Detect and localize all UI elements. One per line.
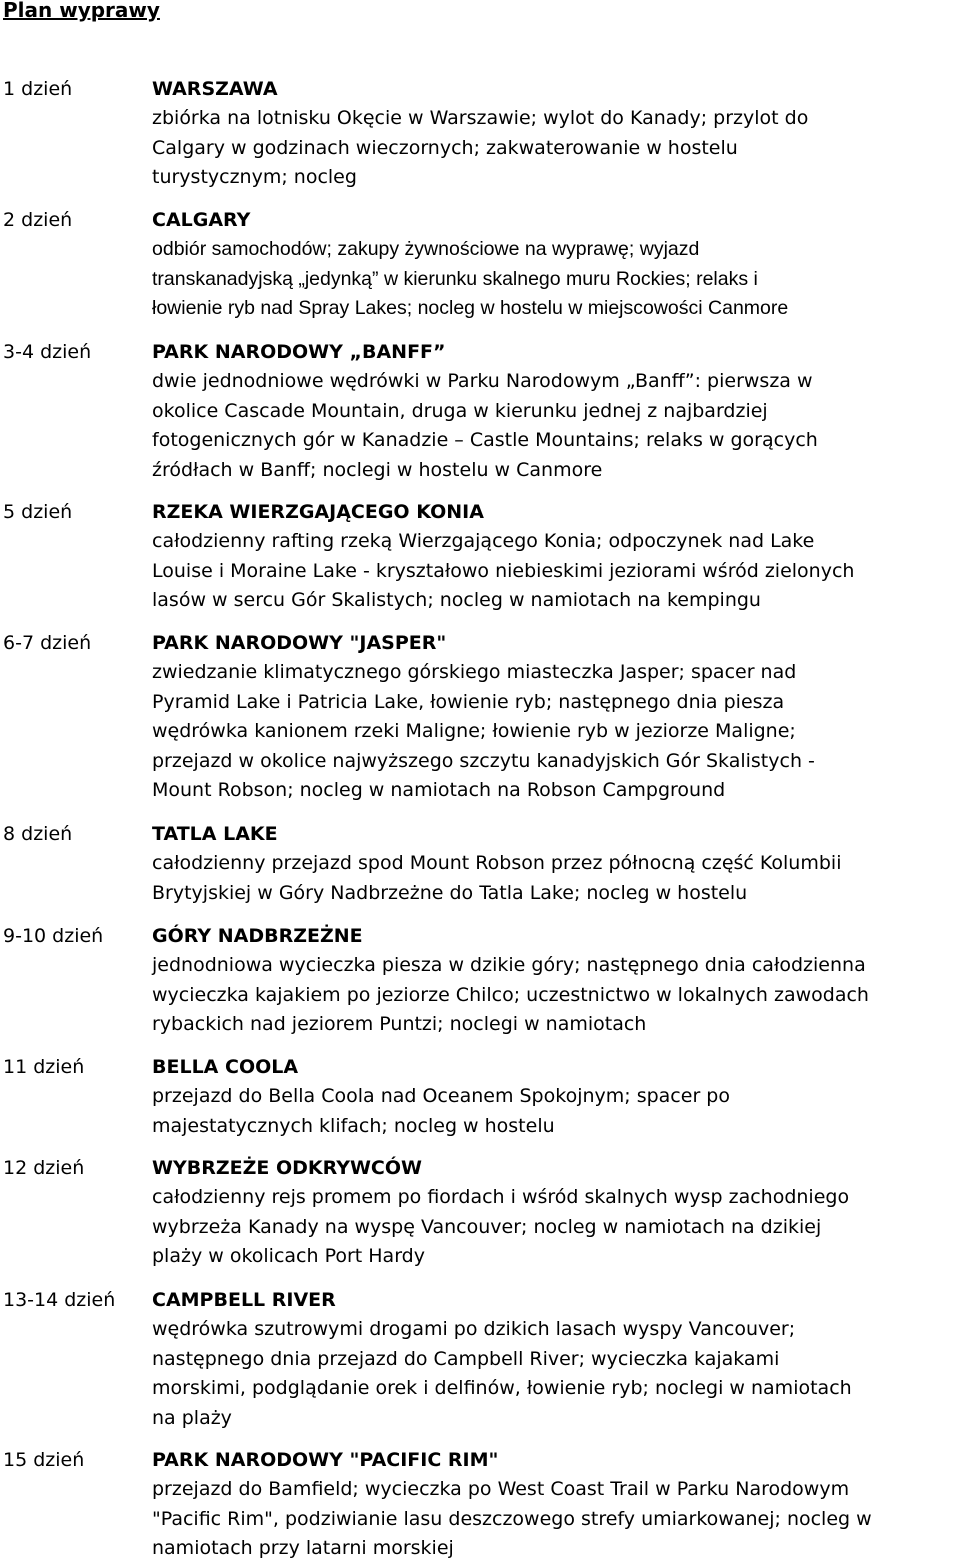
day-content <box>152 819 960 908</box>
description-line: rybackich nad jeziorem Puntzi; noclegi w namiotach <box>152 1013 647 1036</box>
description-line: Calgary w godzinach wieczornych; zakwaterowanie w hostelu <box>152 136 738 159</box>
description-line: wybrzeża Kanady na wyspę Vancouver; nocleg w namiotach na dzikiej <box>152 1215 822 1238</box>
description-line: zwiedzanie klimatycznego górskiego miasteczka Jasper; spacer nad <box>152 661 797 683</box>
day-description <box>152 951 960 1040</box>
day-label: 8 dzień <box>3 823 73 845</box>
description-line: jednodniowa wycieczka piesza w dzikie góry; następnego dnia całodzienna <box>152 954 866 976</box>
description-line: łowienie ryb nad Spray Lakes; nocleg w hostelu w miejscowości Canmore <box>152 297 789 320</box>
description-line: fotogenicznych gór w Kanadzie – Castle Mountains; relaks w gorących <box>152 429 818 452</box>
description-line: źródłach w Banff; noclegi w hostelu w Canmore <box>152 458 603 481</box>
description-line: na plaży <box>152 1406 232 1429</box>
day-place: CALGARY <box>152 209 251 231</box>
description-line: turystycznym; nocleg <box>152 166 357 189</box>
day-label: 2 dzień <box>3 209 73 231</box>
day-content <box>152 1153 960 1272</box>
day-description <box>152 1082 960 1141</box>
day-content <box>152 1445 960 1564</box>
day-content <box>152 921 960 1040</box>
description-line: następnego dnia przejazd do Campbell River; wycieczka kajakami <box>152 1347 780 1370</box>
day-content <box>152 1285 960 1433</box>
day-content <box>152 337 960 485</box>
description-line: plaży w okolicach Port Hardy <box>152 1245 425 1268</box>
day-content <box>152 1052 960 1141</box>
day-description <box>152 527 960 616</box>
description-line: odbiór samochodów; zakupy żywnościowe na wyprawę; wyjazd <box>152 238 700 260</box>
description-line: Pyramid Lake i Patricia Lake, łowienie ryb; następnego dnia piesza <box>152 690 785 713</box>
day-label: 6-7 dzień <box>3 632 92 654</box>
day-content <box>152 205 960 324</box>
day-description <box>152 1315 960 1433</box>
description-line: całodzienny przejazd spod Mount Robson przez północną część Kolumbii <box>152 852 842 874</box>
day-description <box>152 1475 960 1564</box>
description-line: przejazd do Bamfield; wycieczka po West Coast Trail w Parku Narodowym <box>152 1478 850 1500</box>
description-line: wędrówka szutrowymi drogami po dzikich lasach wyspy Vancouver; <box>152 1318 796 1340</box>
day-place: CAMPBELL RIVER <box>152 1289 336 1311</box>
day-place: TATLA LAKE <box>152 823 278 845</box>
description-line: majestatycznych klifach; nocleg w hostelu <box>152 1114 555 1137</box>
day-description <box>152 849 960 908</box>
description-line: wędrówka kanionem rzeki Maligne; łowienie ryb w jeziorze Maligne; <box>152 720 796 743</box>
description-line: Brytyjskiej w Góry Nadbrzeżne do Tatla Lake; nocleg w hostelu <box>152 881 748 904</box>
day-description <box>152 1183 960 1272</box>
day-place: PARK NARODOWY „BANFF” <box>152 341 446 363</box>
description-line: Louise i Moraine Lake - kryształowo niebieskimi jeziorami wśród zielonych <box>152 559 855 582</box>
description-line: całodzienny rafting rzeką Wierzgającego Konia; odpoczynek nad Lake <box>152 530 815 552</box>
day-label: 3-4 dzień <box>3 341 92 363</box>
day-description <box>152 104 960 193</box>
day-label: 1 dzień <box>3 78 73 100</box>
description-line: przejazd do Bella Coola nad Oceanem Spokojnym; spacer po <box>152 1085 730 1107</box>
day-label: 11 dzień <box>3 1056 85 1078</box>
description-line: "Pacific Rim", podziwianie lasu deszczowego strefy umiarkowanej; nocleg w <box>152 1507 872 1530</box>
day-place: GÓRY NADBRZEŻNE <box>152 925 363 947</box>
day-label: 5 dzień <box>3 501 73 523</box>
description-line: morskimi, podglądanie orek i delfinów, łowienie ryb; noclegi w namiotach <box>152 1377 852 1400</box>
description-line: całodzienny rejs promem po fiordach i wśród skalnych wysp zachodniego <box>152 1186 850 1208</box>
day-content <box>152 628 960 806</box>
day-place: BELLA COOLA <box>152 1056 299 1078</box>
day-description <box>152 658 960 806</box>
description-line: okolice Cascade Mountain, druga w kierunku jednej z najbardziej <box>152 399 768 422</box>
description-line: dwie jednodniowe wędrówki w Parku Narodowym „Banff”: pierwsza w <box>152 370 813 392</box>
day-description <box>152 367 960 485</box>
description-line: lasów w sercu Gór Skalistych; nocleg w namiotach na kempingu <box>152 589 761 612</box>
day-content <box>152 74 960 193</box>
description-line: Mount Robson; nocleg w namiotach na Robson Campground <box>152 779 726 802</box>
description-line: przejazd w okolice najwyższego szczytu kanadyjskich Gór Skalistych - <box>152 749 815 772</box>
day-place: PARK NARODOWY "JASPER" <box>152 632 447 654</box>
day-content <box>152 497 960 616</box>
page-title: Plan wyprawy <box>3 0 160 22</box>
day-place: RZEKA WIERZGAJĄCEGO KONIA <box>152 501 484 523</box>
day-label: 13-14 dzień <box>3 1289 116 1311</box>
description-line: zbiórka na lotnisku Okęcie w Warszawie; wylot do Kanady; przylot do <box>152 107 809 129</box>
day-description <box>152 235 960 324</box>
day-label: 12 dzień <box>3 1157 85 1179</box>
day-label: 9-10 dzień <box>3 925 104 947</box>
day-place: WYBRZEŻE ODKRYWCÓW <box>152 1157 422 1179</box>
description-line: wycieczka kajakiem po jeziorze Chilco; uczestnictwo w lokalnych zawodach <box>152 983 869 1006</box>
day-place: PARK NARODOWY "PACIFIC RIM" <box>152 1449 499 1471</box>
day-place: WARSZAWA <box>152 78 278 100</box>
day-label: 15 dzień <box>3 1449 85 1471</box>
description-line: namiotach przy latarni morskiej <box>152 1537 454 1560</box>
description-line: transkanadyjską „jedynką” w kierunku skalnego muru Rockies; relaks i <box>152 267 758 290</box>
